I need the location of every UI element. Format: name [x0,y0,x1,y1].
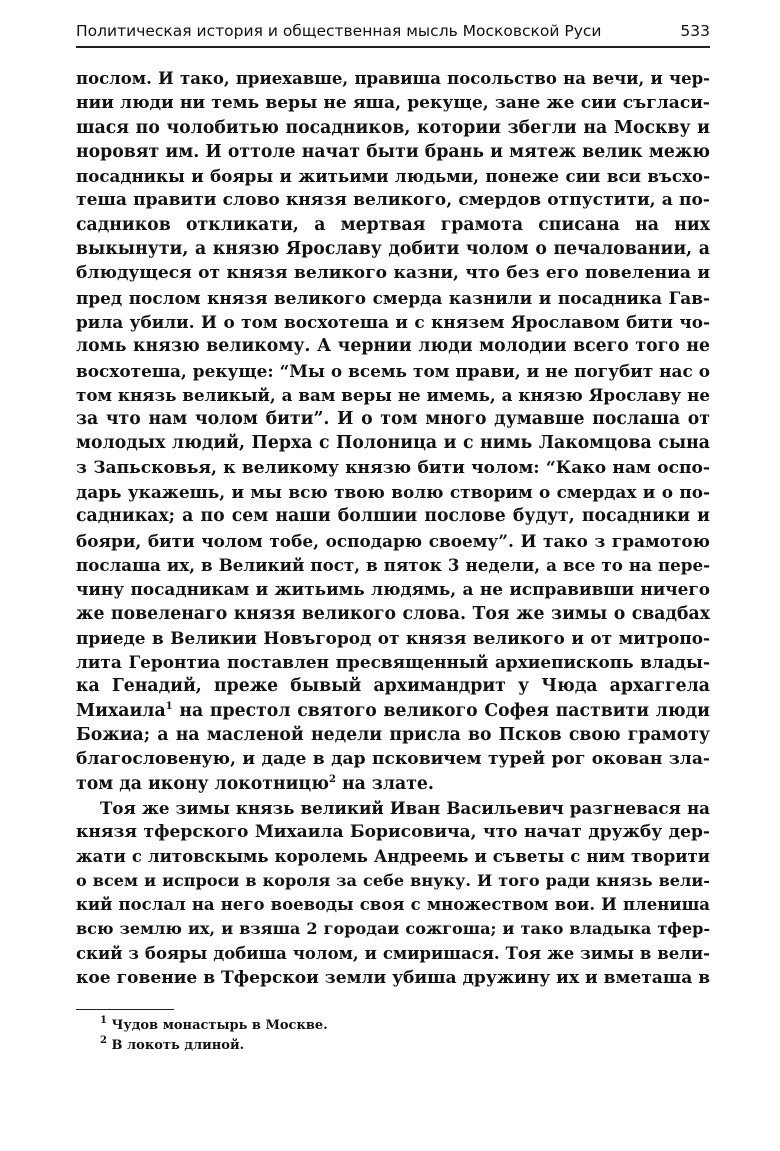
text-line: том князь великый, а вам веры не имемь, а князю Ярославу не [76,384,710,405]
text-line: пред послом князя великого смерда казнили и посадника Гав- [76,287,710,308]
text-line: же повеленаго князя великого слова. Тоя же зимы о свадбах [76,603,710,624]
text-line: дарь укажешь, и мы всю твою волю створим о смердах и о по- [76,482,710,503]
text-line: послаша их, в Великий пост, в пяток 3 недели, а все то на пере- [76,554,710,575]
text-line: послом. И тако, приехавше, правиша посольство на вечи, и чер- [76,69,710,88]
text-line: князя тферского Михаила Борисовича, что начат дружбу дер- [76,822,710,843]
text-segment: Михаила [76,700,166,721]
text-line: выкынути, а князю Ярославу добити чолом о печаловании, а [76,239,710,260]
text-segment: том да икону локотницю [76,773,329,794]
text-line: лита Геронтиа поставлен пресвященный архиепископь влады- [76,652,710,673]
text-line-with-note [76,699,710,723]
running-header [76,22,710,48]
text-line-with-note [76,772,710,796]
text-line: садников откликати, а мертвая грамота списана на них [76,214,710,235]
text-line: кое говение в Тферскои земли убиша дружину их и вметаша в [76,967,711,988]
text-line: чину посадникам и житьимь людямь, а не исправивши ничего [76,579,710,600]
text-line: ский з бояры добиша чолом, и смиришася. Тоя же зимы в вели- [76,943,710,963]
text-line: рила убили. И о том восхотеша и с князем Ярославом бити чо- [76,311,710,332]
text-line: шася по чолобитью посадников, котории збегли на Москву и [76,117,710,138]
main-text [76,67,710,990]
text-line: о всем и испроси в короля за себе внуку. И того ради князь вели- [76,870,710,890]
text-line: садниках; а по сем наши болшии послове будут, посадники и [76,506,710,527]
text-line: нии люди ни темь веры не яша, рекуще, зане же сии съгласи- [76,93,710,114]
text-line: восхотеша, рекуще: “Мы о всемь том прави, и не погубит нас о [76,360,710,381]
text-line: всю землю их, и взяша 2 городаи сожгоша; и тако владыка тфер- [76,919,710,939]
note-marker: 2 [328,773,336,785]
text-line: теша правити слово князя великого, смердов отпустити, а по- [76,190,710,211]
running-title: Политическая история и общественная мысль Московской Руси [76,22,602,40]
text-line: кий послал на него воеводы своя с множеством вои. И плениша [76,895,710,915]
footnote [100,1016,328,1036]
text-line: ка Генадий, преже бывый архимандрит у Чюда архаггела [76,676,710,697]
text-line: за что нам чолом бити”. И о том много думавше послаша от [76,409,710,430]
text-segment: на престол святого великого Софея паствити люди [179,700,710,721]
footnotes [100,1016,328,1056]
note-marker: 1 [165,700,173,712]
page-number: 533 [680,22,710,40]
text-line: блюдущеся от князя великого казни, что без его повелениа и [76,263,710,284]
text-line: Божиа; а на масленой недели присла во Псков свою грамоту [76,725,710,746]
text-line: норовят им. И оттоле начат быти брань и мятеж велик межю [76,141,710,162]
footnote-separator [76,1009,174,1010]
text-segment: на злате. [341,773,434,794]
text-line: ломь князю великому. А чернии люди молодии всего того не [76,336,710,357]
footnote-text: В локоть длиной. [111,1038,245,1053]
text-line: бояри, бити чолом тобе, осподарю своему”. И тако з грамотою [76,530,710,551]
text-line: молодых людий, Перха с Полоница и с нимь Лакомцова сына [76,433,710,454]
text-line: посадникы и бояры и житьими людьми, понеже сии вси въсхо- [76,166,710,187]
text-line: благословеную, и даде в дар псковичем турей рог окован зла- [76,749,710,770]
text-line: жати с литовскымь королемь Андреемь и съветы с ним творити [76,846,710,866]
text-line: приеде в Великии Новъгород от князя великого и от митропо- [76,627,710,648]
footnote-marker: 1 [100,1015,107,1026]
footnote [100,1036,328,1056]
footnote-marker: 2 [100,1035,107,1046]
text-line: з Запьсковья, к великому князю бити чолом: “Како нам оспо- [76,457,710,478]
footnote-text: Чудов монастырь в Москве. [111,1018,328,1033]
text-line: Тоя же зимы князь великий Иван Васильевич разгневася на [100,797,710,818]
